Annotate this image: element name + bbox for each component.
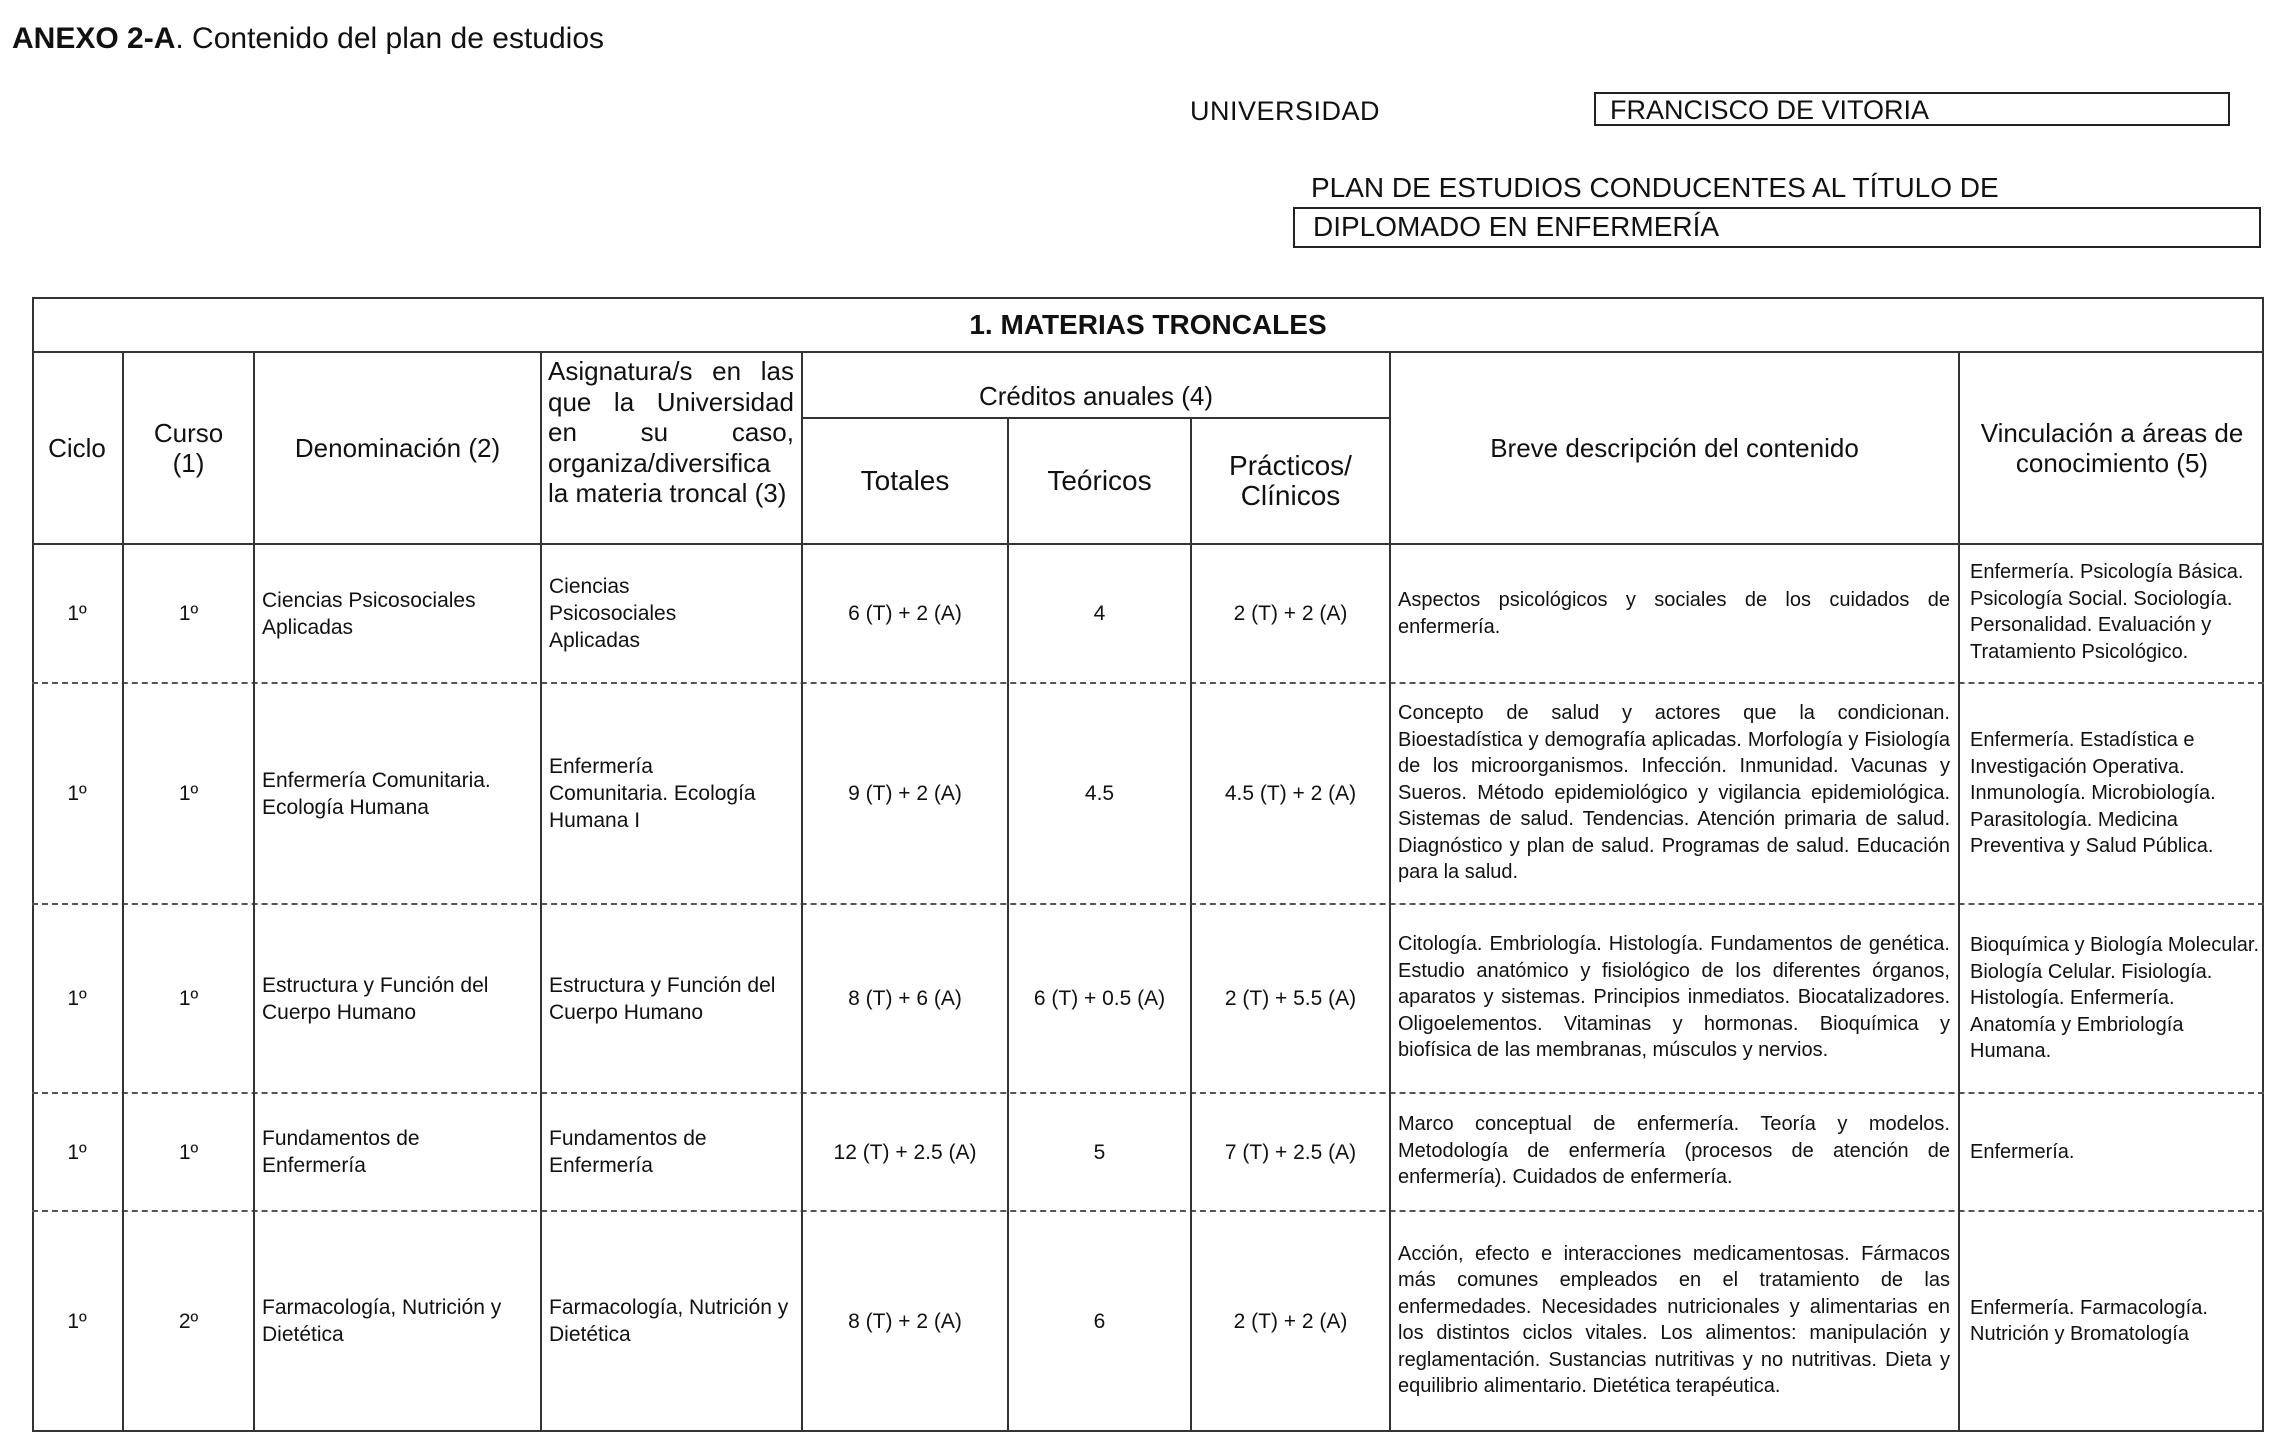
section-title: 1. MATERIAS TRONCALES (969, 308, 1327, 340)
row-3-denominacion: Estructura y Función del Cuerpo Humano (262, 973, 489, 1024)
row-4-vinculacion: Enfermería. (1970, 1140, 2075, 1163)
row-5-ciclo: 1º (67, 1309, 87, 1333)
row-1-totales: 6 (T) + 2 (A) (848, 602, 962, 625)
universidad-label: UNIVERSIDAD (1190, 96, 1381, 126)
row-3-vinculacion: Bioquímica y Biología Molecular. Biología Celular. Fisiología. Histología. Enfermería. Anatomía y Embriología Humana. (1970, 934, 2260, 1063)
annex-label: ANEXO 2-A (12, 22, 176, 55)
header-vinculacion: Vinculación a áreas de conocimiento (5) (1980, 417, 2244, 478)
header-ciclo: Ciclo (48, 432, 106, 463)
row-3-totales: 8 (T) + 6 (A) (848, 987, 962, 1010)
row-1-vinculacion: Enfermería. Psicología Básica. Psicología Social. Sociología. Personalidad. Evaluación y Tratamiento Psicológico. (1970, 561, 2244, 663)
header-denominacion: Denominación (2) (294, 432, 501, 463)
row-3-descripcion: Citología. Embriología. Histología. Fundamentos de genética. Estudio anatómico y fisiológico de los diferentes órganos, aparatos y sistemas. Principios inmediatos. Biocatalizadores. Oligoelementos. Vitaminas y hormonas. Bioquímica y biofísica de las membranas, músculos y nervios. (1398, 933, 1950, 1062)
row-4-teoricos: 5 (1093, 1140, 1106, 1164)
universidad-field: FRANCISCO DE VITORIA (1594, 92, 2230, 126)
header-teoricos: Teóricos (1047, 465, 1152, 496)
row-1-denominacion: Ciencias Psicosociales Aplicadas (262, 588, 476, 639)
row-2-curso: 1º (178, 782, 199, 805)
plan-title-field: DIPLOMADO EN ENFERMERÍA (1293, 207, 2261, 248)
row-4-denominacion: Fundamentos de Enfermería (262, 1127, 420, 1177)
row-3-teoricos: 6 (T) + 0.5 (A) (1033, 987, 1166, 1010)
row-4-totales: 12 (T) + 2.5 (A) (833, 1140, 977, 1164)
row-2-asignatura: Enfermería Comunitaria. Ecología Humana I (549, 755, 756, 832)
row-5-denominacion: Farmacología, Nutrición y Dietética (262, 1296, 502, 1346)
row-1-curso: 1º (178, 602, 199, 625)
row-4-descripcion: Marco conceptual de enfermería. Teoría y modelos. Metodología de enfermería (procesos de atención de enfermería). Cuidados de enfermería. (1398, 1113, 1950, 1189)
row-2-totales: 9 (T) + 2 (A) (848, 782, 962, 805)
row-2-denominacion: Enfermería Comunitaria. Ecología Humana (262, 768, 491, 819)
row-2-vinculacion: Enfermería. Estadística e Investigación Operativa. Inmunología. Microbiología. Parasitología. Medicina Preventiva y Salud Pública. (1970, 729, 2216, 858)
document-title (12, 22, 604, 56)
row-5-curso: 2º (178, 1309, 199, 1333)
row-5-totales: 8 (T) + 2 (A) (848, 1309, 962, 1333)
row-2-practicos: 4.5 (T) + 2 (A) (1224, 782, 1357, 805)
row-4-practicos: 7 (T) + 2.5 (A) (1224, 1140, 1357, 1164)
plan-label: PLAN DE ESTUDIOS CONDUCENTES AL TÍTULO DE (1311, 172, 1999, 203)
row-4-asignatura: Fundamentos de Enfermería (549, 1127, 707, 1177)
row-4-curso: 1º (178, 1140, 199, 1164)
row-4-ciclo: 1º (67, 1140, 87, 1164)
header-curso: Curso (1) (153, 417, 224, 478)
row-1-asignatura: Ciencias Psicosociales Aplicadas (549, 575, 677, 652)
row-1-practicos: 2 (T) + 2 (A) (1233, 602, 1348, 625)
row-5-descripcion: Acción, efecto e interacciones medicamentosas. Fármacos más comunes empleados en el tratamiento de las enfermedades. Necesidades nutricionales y alimentarias en los distintos ciclos vitales. Los alimentos: manipulación y reglamentación. Sustancias nutritivas y no nutritivas. Dieta y equilibrio alimentario. Dietética terapéutica. (1398, 1242, 1950, 1397)
row-2-descripcion: Concepto de salud y actores que la condicionan. Bioestadística y demografía aplicadas. Morfología y Fisiología de los microorganismos. Infección. Inmunidad. Vacunas y Sueros. Método epidemiológico y vigilancia epidemiológica. Sistemas de salud. Tendencias. Atención primaria de salud. Diagnóstico y plan de salud. Programas de salud. Educación para la salud. (1398, 702, 1950, 884)
row-3-asignatura: Estructura y Función del Cuerpo Humano (549, 973, 776, 1024)
row-1-teoricos: 4 (1093, 602, 1106, 625)
row-5-practicos: 2 (T) + 2 (A) (1233, 1309, 1348, 1333)
annex-title-text: . Contenido del plan de estudios (175, 22, 605, 55)
row-3-curso: 1º (178, 987, 199, 1010)
header-descripcion: Breve descripción del contenido (1490, 432, 1859, 463)
row-3-practicos: 2 (T) + 5.5 (A) (1224, 987, 1357, 1010)
row-5-vinculacion: Enfermería. Farmacología. Nutrición y Bromatología (1970, 1296, 2208, 1345)
row-1-ciclo: 1º (67, 602, 87, 625)
header-asignatura: Asignatura/s en las que la Universidad en su caso, organiza/diversifica la materia troncal (3) (548, 356, 794, 508)
row-2-ciclo: 1º (67, 782, 87, 805)
header-creditos: Créditos anuales (4) (978, 380, 1214, 411)
header-totales: Totales (860, 465, 950, 496)
row-5-teoricos: 6 (1093, 1309, 1106, 1333)
row-2-teoricos: 4.5 (1084, 782, 1115, 805)
row-3-ciclo: 1º (67, 987, 87, 1010)
header-practicos: Prácticos/ Clínicos (1229, 450, 1352, 511)
row-1-descripcion: Aspectos psicológicos y sociales de los cuidados de enfermería. (1398, 589, 1950, 638)
row-5-asignatura: Farmacología, Nutrición y Dietética (549, 1296, 789, 1346)
